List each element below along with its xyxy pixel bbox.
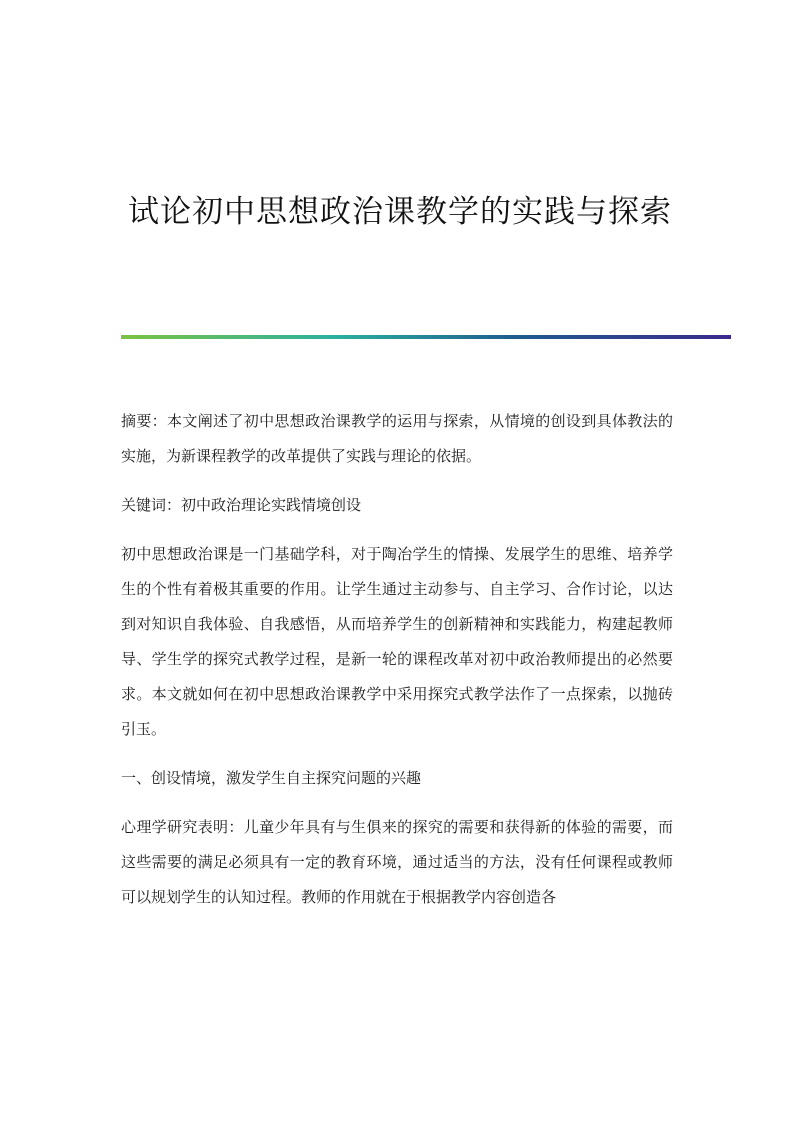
abstract-paragraph: 摘要：本文阐述了初中思想政治课教学的运用与探索，从情境的创设到具体教法的实施，为新课程教学的改革提供了实践与理论的依据。 [121, 412, 673, 465]
title-divider-rule [121, 335, 731, 339]
section-heading: 一、创设情境，激发学生自主探究问题的兴趣 [121, 769, 422, 787]
intro-paragraph: 初中思想政治课是一门基础学科，对于陶冶学生的情操、发展学生的思维、培养学生的个性有着极其重要的作用。让学生通过主动参与、自主学习、合作讨论，以达到对知识自我体验、自我感悟，从而培养学生的创新精神和实践能力，构建起教师导、学生学的探究式教学过程，是新一轮的课程改革对初中政治教师提出的必然要求。本文就如何在初中思想政治课教学中采用探究式教学法作了一点探索，以抛砖引玉。 [121, 545, 673, 738]
keywords-paragraph: 关键词：初中政治理论实践情境创设 [121, 496, 362, 514]
body-paragraph: 心理学研究表明：儿童少年具有与生俱来的探究的需要和获得新的体验的需要，而这些需要的满足必须具有一定的教育环境，通过适当的方法，没有任何课程或教师可以规划学生的认知过程。教师的作用就在于根据教学内容创造各 [121, 818, 673, 906]
document-body [121, 404, 673, 929]
document-title: 试论初中思想政治课教学的实践与探索 [128, 194, 672, 230]
